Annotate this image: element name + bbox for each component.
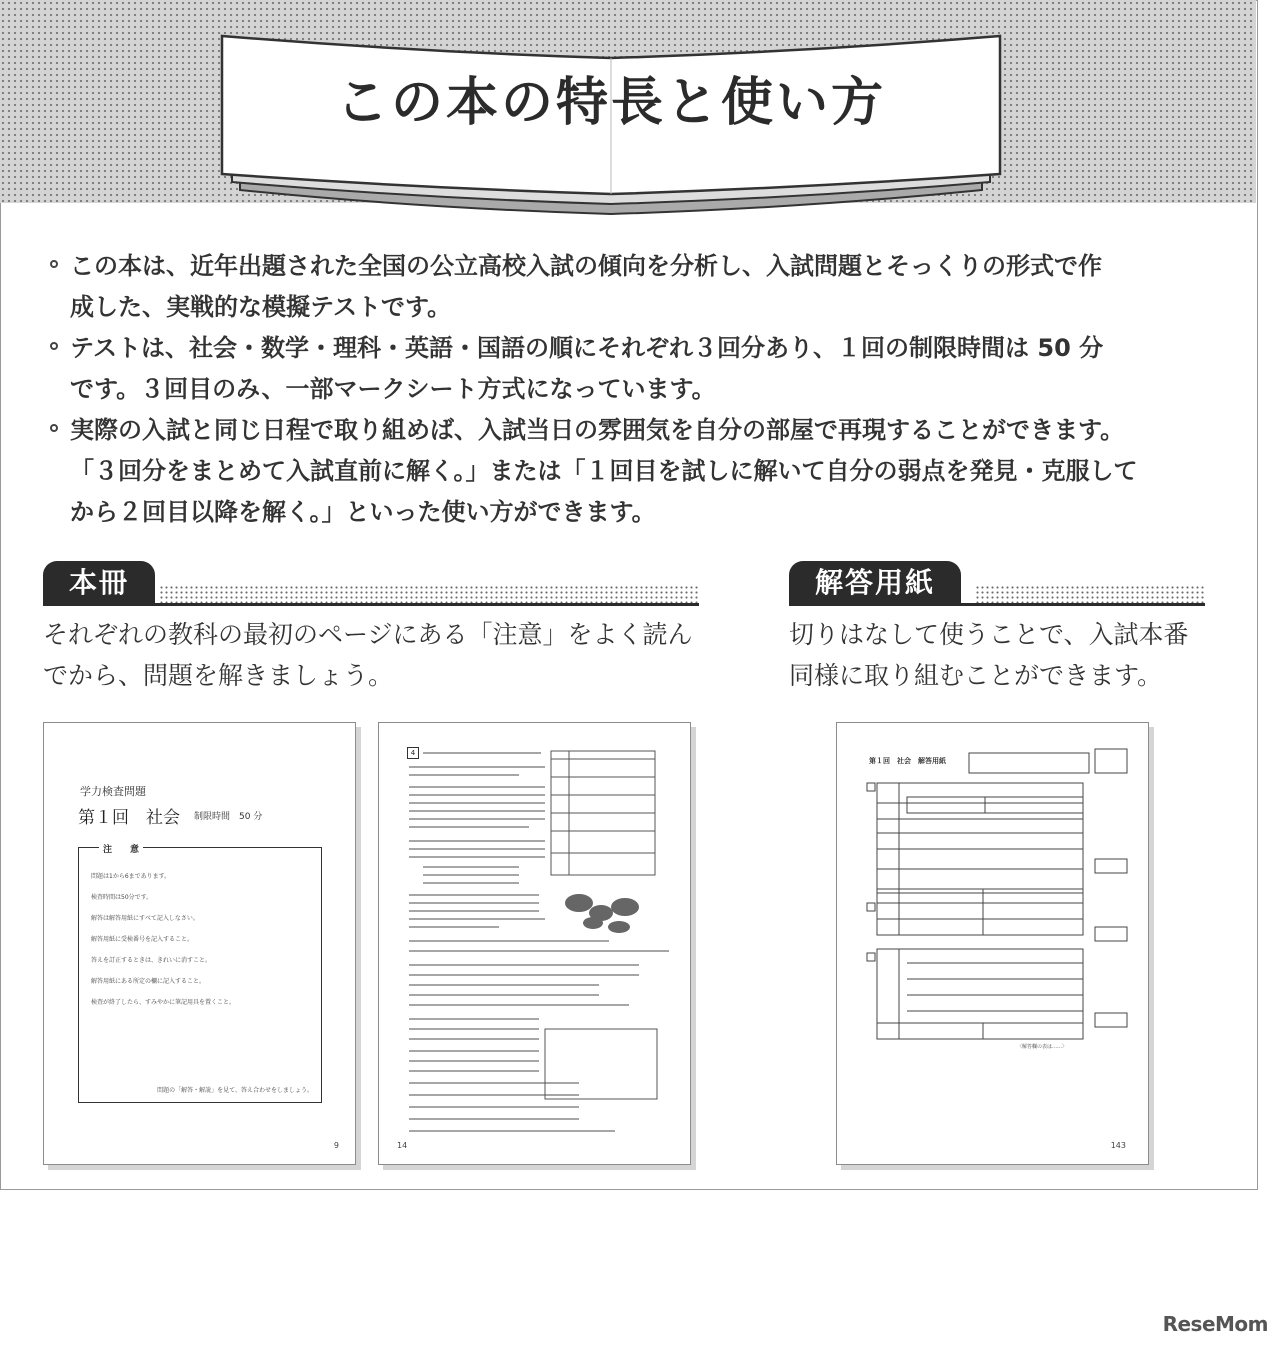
desc-line: それぞれの教科の最初のページにある「注意」をよく読ん [43, 620, 693, 649]
intro-item [48, 328, 1228, 410]
desc-line: 切りはなして使うことで、入試本番 [789, 620, 1189, 649]
exam-heading: 第１回 社会 [78, 808, 180, 828]
intro-line: から２回目以降を解く。」といった使い方ができます。 [70, 498, 656, 526]
note-item: 問題は1から6まであります。 [91, 873, 171, 880]
subject-line: 学力検査問題 [80, 785, 146, 798]
sample-page-questions [378, 722, 691, 1165]
note-item: 解答用紙にある所定の欄に記入すること。 [91, 978, 206, 985]
section-label: 本冊 [43, 561, 155, 605]
notes-title: 注 意 [99, 842, 143, 855]
desc-line: 同様に取り組むことができます。 [789, 661, 1163, 690]
bullet-circle-icon [50, 424, 58, 432]
note-item: 検査時間は50分です。 [91, 894, 153, 901]
page-title: この本の特長と使い方 [335, 73, 886, 133]
intro-line: 実際の入試と同じ日程で取り組めば、入試当日の雰囲気を自分の部屋で再現することができます。 [70, 416, 1125, 444]
page-number: 9 [333, 1141, 339, 1150]
intro-line: です。３回目のみ、一部マークシート方式になっています。 [70, 375, 716, 403]
bullet-circle-icon [50, 342, 58, 350]
bullet-circle-icon [50, 260, 58, 268]
intro-item [48, 246, 1228, 328]
resemom-watermark-logo: ReseMom [1162, 1312, 1268, 1336]
answer-grid [837, 723, 1149, 1165]
desc-line: でから、問題を解きましょう。 [43, 661, 394, 690]
intro-item [48, 410, 1228, 533]
section-dots [975, 585, 1205, 603]
section-header-kaitou [789, 561, 1205, 609]
sample-answer-sheet [836, 722, 1149, 1165]
notes-list [91, 866, 311, 1013]
answer-sheet-heading: 第１回 社会 解答用紙 [869, 757, 946, 765]
section-rule [43, 603, 699, 606]
note-item: 検査が終了したら、すみやかに筆記用具を置くこと。 [91, 999, 236, 1006]
honsatsu-description [43, 614, 723, 696]
page-number: 14 [397, 1141, 408, 1150]
intro-line: 成した、実戦的な模擬テストです。 [70, 293, 452, 321]
kaitou-description [789, 614, 1219, 696]
intro-line: テストは、社会・数学・理科・英語・国語の順にそれぞれ３回分あり、１回の制限時間は 50 分 [70, 334, 1104, 362]
section-label: 解答用紙 [789, 561, 961, 605]
question-text-lines [379, 723, 691, 1165]
page-number: 143 [1110, 1141, 1126, 1150]
notes-box [78, 847, 322, 1103]
note-item: 解答用紙に受検番号を記入すること。 [91, 936, 194, 943]
question-number: 4 [407, 747, 419, 759]
section-dots [159, 585, 699, 603]
note-item: 解答は解答用紙にすべて記入しなさい。 [91, 915, 199, 922]
intro-line: 「３回分をまとめて入試直前に解く。」または「１回目を試しに解いて自分の弱点を発見・克服して [70, 457, 1138, 485]
time-limit: 制限時間 50 分 [194, 812, 263, 822]
note-item: 答えを訂正するときは、きれいに消すこと。 [91, 957, 212, 964]
answer-sheet-footer: 〈解答欄の表は……〉 [1017, 1044, 1068, 1050]
intro-line: この本は、近年出題された全国の公立高校入試の傾向を分析し、入試問題とそっくりの形式で作 [70, 252, 1102, 280]
notes-footer: 問題の「解答・解説」を見て、答え合わせをしましょう。 [157, 1087, 313, 1094]
intro-list [48, 246, 1228, 533]
section-rule [789, 603, 1205, 606]
section-header-honsatsu [43, 561, 699, 609]
sample-page-cover [43, 722, 356, 1165]
